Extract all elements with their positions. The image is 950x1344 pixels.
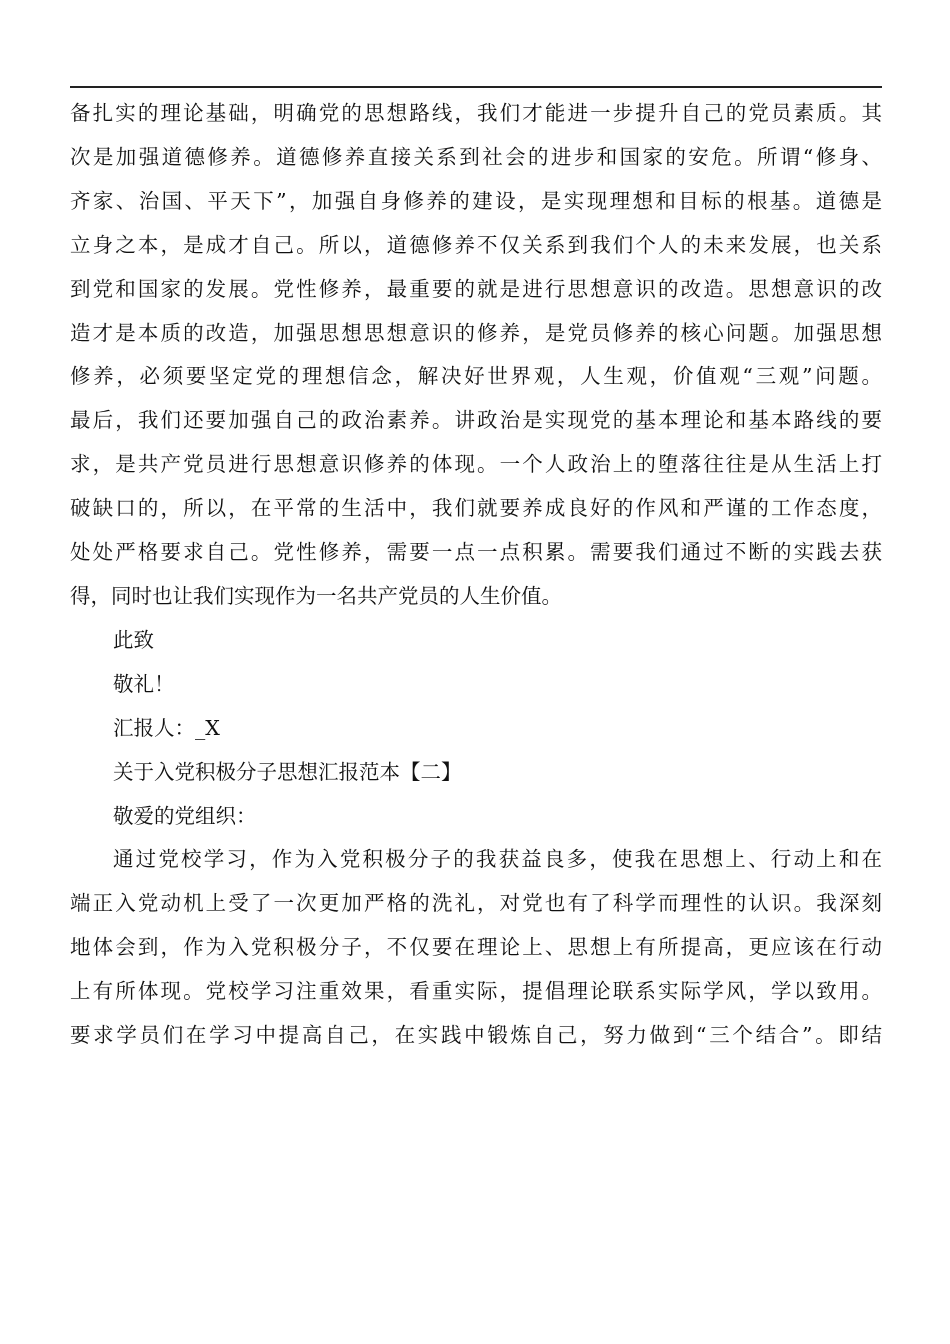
text-line: 次是加强道德修养。道德修养直接关系到社会的进步和国家的安危。所谓“修身、 [70, 144, 882, 169]
text-line: 求，是共产党员进行思想意识修养的体现。一个人政治上的堕落往往是从生活上打 [70, 452, 882, 477]
paragraph-section2 [70, 838, 882, 1058]
text-line: 上有所体现。党校学习注重效果，看重实际，提倡理论联系实际学风，学以致用。 [70, 979, 882, 1004]
text-line: 齐家、治国、平天下”，加强自身修养的建设，是实现理想和目标的根基。道德是 [70, 188, 882, 213]
text-line: 立身之本，是成才自己。所以，道德修养不仅关系到我们个人的未来发展，也关系 [70, 232, 882, 257]
closing-line-2: 敬礼！ [113, 671, 175, 696]
text-line: 要求学员们在学习中提高自己，在实践中锻炼自己，努力做到“三个结合”。即结 [70, 1023, 882, 1048]
document-body [70, 92, 882, 1058]
text-line: 地体会到，作为入党积极分子，不仅要在理论上、思想上有所提高，更应该在行动 [70, 935, 882, 960]
text-line: 处处严格要求自己。党性修养，需要一点一点积累。需要我们通过不断的实践去获 [70, 540, 882, 565]
closing-line-1: 此致 [113, 627, 154, 652]
text-line: 得，同时也让我们实现作为一名共产党员的人生价值。 [70, 583, 562, 608]
paragraph-continued [70, 92, 882, 619]
text-line: 备扎实的理论基础，明确党的思想路线，我们才能进一步提升自己的党员素质。其 [70, 101, 882, 125]
text-line: 破缺口的，所以，在平常的生活中，我们就要养成良好的作风和严谨的工作态度， [70, 496, 882, 521]
text-line: 修养，必须要坚定党的理想信念，解决好世界观，人生观，价值观“三观”问题。 [70, 364, 882, 389]
text-line: 通过党校学习，作为入党积极分子的我获益良多，使我在思想上、行动上和在 [113, 847, 882, 872]
text-line: 端正入党动机上受了一次更加严格的洗礼，对党也有了科学而理性的认识。我深刻 [70, 891, 882, 916]
salutation: 敬爱的党组织： [113, 803, 257, 828]
text-line: 到党和国家的发展。党性修养，最重要的就是进行思想意识的改造。思想意识的改 [70, 276, 882, 301]
text-line: 最后，我们还要加强自己的政治素养。讲政治是实现党的基本理论和基本路线的要 [70, 408, 882, 433]
text-line: 造才是本质的改造，加强思想思想意识的修养，是党员修养的核心问题。加强思想 [70, 320, 882, 345]
section-title: 关于入党积极分子思想汇报范本【二】 [113, 759, 462, 784]
header-rule [70, 86, 882, 88]
reporter-signature: 汇报人：_X [113, 715, 220, 740]
